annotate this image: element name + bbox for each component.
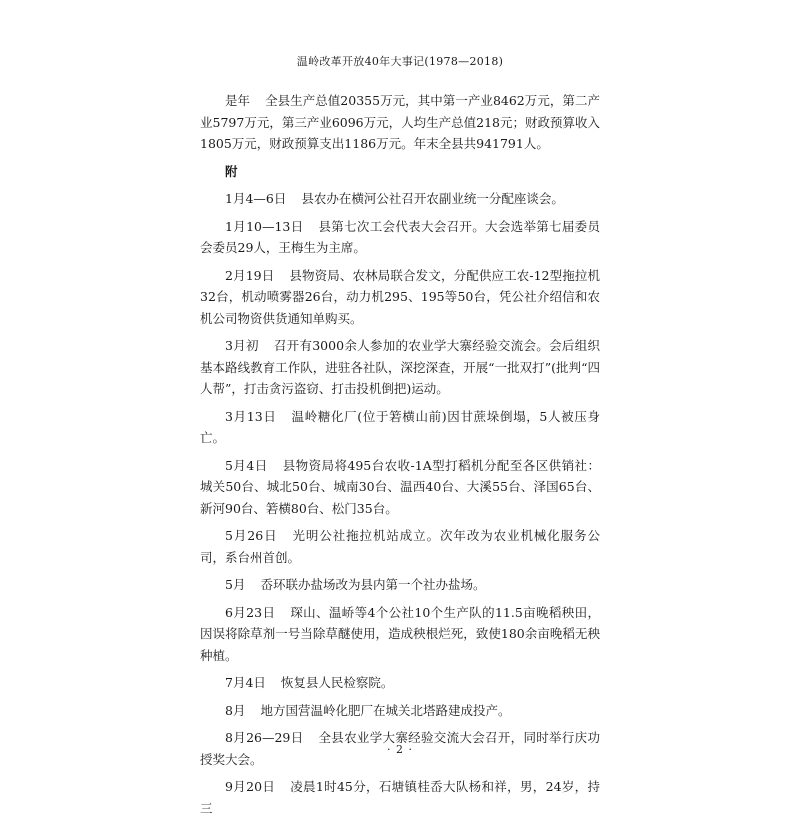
entry bbox=[200, 700, 600, 722]
entry bbox=[200, 525, 600, 568]
entry bbox=[200, 265, 600, 330]
entry-date: 2月19日 bbox=[225, 267, 275, 283]
entry bbox=[200, 776, 600, 819]
entry-date: 9月20日 bbox=[225, 779, 276, 794]
entry-text: 县农办在横河公社召开农副业统一分配座谈会。 bbox=[301, 191, 564, 206]
entry-text: 地方国营温岭化肥厂在城关北塔路建成投产。 bbox=[260, 702, 511, 718]
entry-text: 恢复县人民检察院。 bbox=[280, 675, 394, 690]
entry-date: 8月26—29日 bbox=[225, 730, 304, 745]
appendix-heading: 附 bbox=[225, 163, 238, 179]
entry-text: 光明公社拖拉机站成立。次年改为农业机械化服务公司，系台州首创。 bbox=[200, 528, 600, 565]
entry-date: 5月26日 bbox=[225, 528, 278, 543]
entry bbox=[200, 188, 600, 210]
entry-date: 1月10—13日 bbox=[225, 218, 304, 234]
entry-date: 7月4日 bbox=[225, 675, 266, 690]
entry-date: 1月4—6日 bbox=[225, 191, 287, 206]
entry-text: 县物资局将495台农收-1A型打稻机分配至各区供销社：城关50台、城北50台、城南30台、温西40台、大溪55台、泽国65台、新河90台、箬横80台、松门35台。 bbox=[200, 457, 600, 516]
page-number: · 2 · bbox=[387, 743, 413, 756]
entry-text: 琛山、温峤等4个公社10个生产队的11.5亩晚稻秧田，因误将除草剂一号当除草醚使用，造成秧根烂死，致使180余亩晚稻无秧种植。 bbox=[200, 604, 600, 663]
entry bbox=[200, 602, 600, 667]
entry-text: 全县农业学大寨经验交流大会召开，同时举行庆功授奖大会。 bbox=[200, 730, 600, 767]
entry bbox=[200, 406, 600, 449]
running-header: 温岭改革开放40年大事记(1978—2018) bbox=[296, 55, 504, 68]
year-summary-paragraph bbox=[200, 90, 600, 155]
entry bbox=[200, 574, 600, 596]
entry-text: 县第七次工会代表大会召开。大会选举第七届委员会委员29人，王梅生为主席。 bbox=[200, 218, 600, 255]
year-summary-text: 全县生产总值20355万元，其中第一产业8462万元，第二产业5797万元，第三产业6096万元，人均生产总值218元；财政预算收入1805万元，财政预算支出1186万元。年末全县共941791人。 bbox=[200, 93, 600, 151]
entry-date: 6月23日 bbox=[225, 604, 276, 620]
year-summary-lead: 是年 bbox=[225, 93, 251, 108]
entry-text: 温岭糖化厂(位于箬横山前)因甘蔗垛倒塌，5人被压身亡。 bbox=[200, 408, 600, 445]
entry bbox=[200, 455, 600, 520]
entry-text: 召开有3000余人参加的农业学大寨经验交流会。会后组织基本路线教育工作队，进驻各社队，深挖深查，开展“一批双打”(批判“四人帮”，打击贪污盗窃、打击投机倒把)运动。 bbox=[200, 338, 600, 396]
entry-date: 5月4日 bbox=[225, 457, 268, 473]
entry bbox=[200, 335, 600, 400]
entry-text: 县物资局、农林局联合发文，分配供应工农-12型拖拉机32台，机动喷雾器26台，动力机295、195等50台，凭公社介绍信和农机公司物资供货通知单购买。 bbox=[200, 267, 601, 326]
entry-date: 3月初 bbox=[225, 338, 259, 353]
entry-date: 3月13日 bbox=[225, 408, 277, 424]
entry bbox=[200, 216, 600, 259]
entry-text: 凌晨1时45分，石塘镇桂岙大队杨和祥，男，24岁，持三 bbox=[200, 779, 601, 816]
page-body bbox=[200, 90, 600, 824]
entry-date: 5月 bbox=[225, 577, 246, 592]
entry-date: 8月 bbox=[225, 702, 246, 718]
entry bbox=[200, 672, 600, 694]
entry-text: 岙环联办盐场改为县内第一个社办盐场。 bbox=[260, 577, 486, 592]
